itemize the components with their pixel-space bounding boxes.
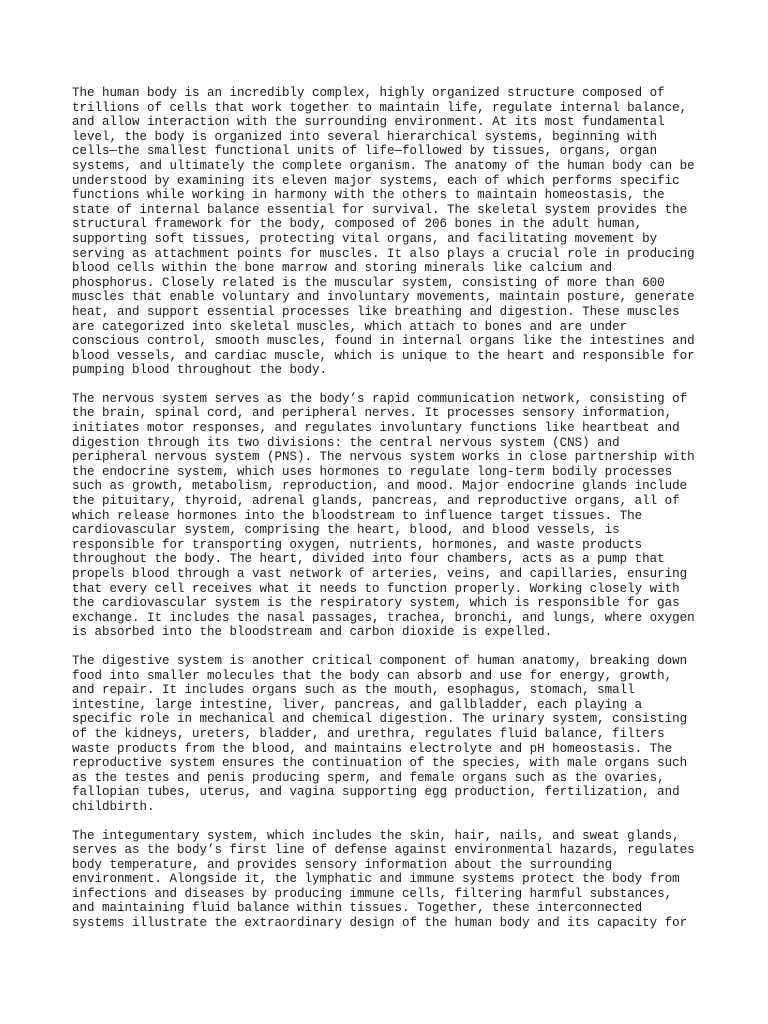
- text-line: systems illustrate the extraordinary design of the human body and its capacity for: [72, 916, 688, 931]
- text-line: and maintaining fluid balance within tissues. Together, these interconnected: [72, 901, 643, 916]
- paragraph-digestive-reproductive: [72, 654, 712, 815]
- text-line: serves as the body’s first line of defense against environmental hazards, regulates: [72, 843, 695, 858]
- text-line: the endocrine system, which uses hormones to regulate long-term bodily processes: [72, 464, 673, 479]
- text-line: muscles that enable voluntary and involuntary movements, maintain posture, generate: [72, 290, 695, 305]
- text-line: food into smaller molecules that the body can absorb and use for energy, growth,: [72, 668, 673, 683]
- text-line: The digestive system is another critical component of human anatomy, breaking down: [72, 653, 688, 668]
- paragraph-integumentary-immune: [72, 829, 712, 931]
- text-line: functions while working in harmony with the others to maintain homeostasis, the: [72, 188, 665, 203]
- text-line: waste products from the blood, and maintains electrolyte and pH homeostasis. The: [72, 741, 673, 756]
- text-line: heat, and support essential processes like breathing and digestion. These muscles: [72, 304, 680, 319]
- text-line: initiates motor responses, and regulates involuntary functions like heartbeat and: [72, 421, 680, 436]
- text-line: body temperature, and provides sensory information about the surrounding: [72, 857, 613, 872]
- text-line: understood by examining its eleven major systems, each of which performs specific: [72, 173, 680, 188]
- text-line: as the testes and penis producing sperm, and female organs such as the ovaries,: [72, 770, 665, 785]
- text-line: conscious control, smooth muscles, found in internal organs like the intestines and: [72, 334, 695, 349]
- text-line: The nervous system serves as the body’s rapid communication network, consisting of: [72, 391, 688, 406]
- text-line: propels blood through a vast network of arteries, veins, and capillaries, ensuring: [72, 567, 688, 581]
- text-line: state of internal balance essential for survival. The skeletal system provides the: [72, 202, 688, 217]
- text-line: such as growth, metabolism, reproduction, and mood. Major endocrine glands include: [72, 479, 688, 494]
- text-line: level, the body is organized into several hierarchical systems, beginning with: [72, 129, 658, 144]
- text-line: infections and diseases by producing immune cells, filtering harmful substances,: [72, 886, 673, 901]
- text-line: The integumentary system, which includes the skin, hair, nails, and sweat glands,: [72, 828, 680, 843]
- text-line: childbirth.: [72, 799, 155, 814]
- text-line: cardiovascular system, comprising the heart, blood, and blood vessels, is: [72, 523, 620, 538]
- text-line: responsible for transporting oxygen, nutrients, hormones, and waste products: [72, 537, 643, 552]
- document-page: [72, 86, 712, 945]
- text-line: specific role in mechanical and chemical digestion. The urinary system, consisting: [72, 712, 688, 727]
- text-line: throughout the body. The heart, divided into four chambers, acts as a pump that: [72, 552, 665, 567]
- text-line: cells—the smallest functional units of life—followed by tissues, organs, organ: [72, 144, 658, 159]
- text-line: intestine, large intestine, liver, pancreas, and gallbladder, each playing a: [72, 697, 643, 712]
- text-line: fallopian tubes, uterus, and vagina supporting egg production, fertilization, and: [72, 785, 680, 800]
- text-line: and repair. It includes organs such as the mouth, esophagus, stomach, small: [72, 683, 635, 698]
- text-line: are categorized into skeletal muscles, which attach to bones and are under: [72, 319, 628, 334]
- text-line: structural framework for the body, composed of 206 bones in the adult human,: [72, 217, 643, 232]
- text-line: trillions of cells that work together to maintain life, regulate internal balance,: [72, 100, 688, 115]
- text-line: pumping blood throughout the body.: [72, 363, 328, 378]
- text-line: peripheral nervous system (PNS). The nervous system works in close partnership with: [72, 450, 695, 465]
- text-line: of the kidneys, ureters, bladder, and urethra, regulates fluid balance, filters: [72, 726, 665, 741]
- paragraph-nervous-cardiovascular: [72, 392, 712, 640]
- text-line: that every cell receives what it needs to function properly. Working closely with: [72, 581, 680, 596]
- text-line: blood cells within the bone marrow and storing minerals like calcium and: [72, 261, 613, 276]
- text-line: supporting soft tissues, protecting vital organs, and facilitating movement by: [72, 231, 658, 246]
- text-line: and allow interaction with the surrounding environment. At its most fundamental: [72, 115, 665, 130]
- text-line: reproductive system ensures the continuation of the species, with male organs such: [72, 756, 688, 771]
- text-line: is absorbed into the bloodstream and carbon dioxide is expelled.: [72, 625, 553, 640]
- text-line: the pituitary, thyroid, adrenal glands, pancreas, and reproductive organs, all of: [72, 494, 680, 509]
- text-line: exchange. It includes the nasal passages, trachea, bronchi, and lungs, where oxygen: [72, 610, 695, 625]
- text-line: which release hormones into the bloodstream to influence target tissues. The: [72, 508, 643, 523]
- text-line: the brain, spinal cord, and peripheral nerves. It processes sensory information,: [72, 406, 673, 421]
- text-line: phosphorus. Closely related is the muscular system, consisting of more than 600: [72, 275, 665, 290]
- text-line: digestion through its two divisions: the central nervous system (CNS) and: [72, 435, 620, 450]
- text-line: The human body is an incredibly complex, highly organized structure composed of: [72, 86, 665, 100]
- text-line: serving as attachment points for muscles. It also plays a crucial role in producing: [72, 246, 695, 261]
- text-line: blood vessels, and cardiac muscle, which is unique to the heart and responsible for: [72, 348, 695, 363]
- paragraph-skeletal-muscular: [72, 86, 712, 378]
- text-line: environment. Alongside it, the lymphatic and immune systems protect the body from: [72, 872, 680, 887]
- text-line: systems, and ultimately the complete organism. The anatomy of the human body can be: [72, 158, 695, 173]
- text-line: the cardiovascular system is the respiratory system, which is responsible for gas: [72, 596, 680, 611]
